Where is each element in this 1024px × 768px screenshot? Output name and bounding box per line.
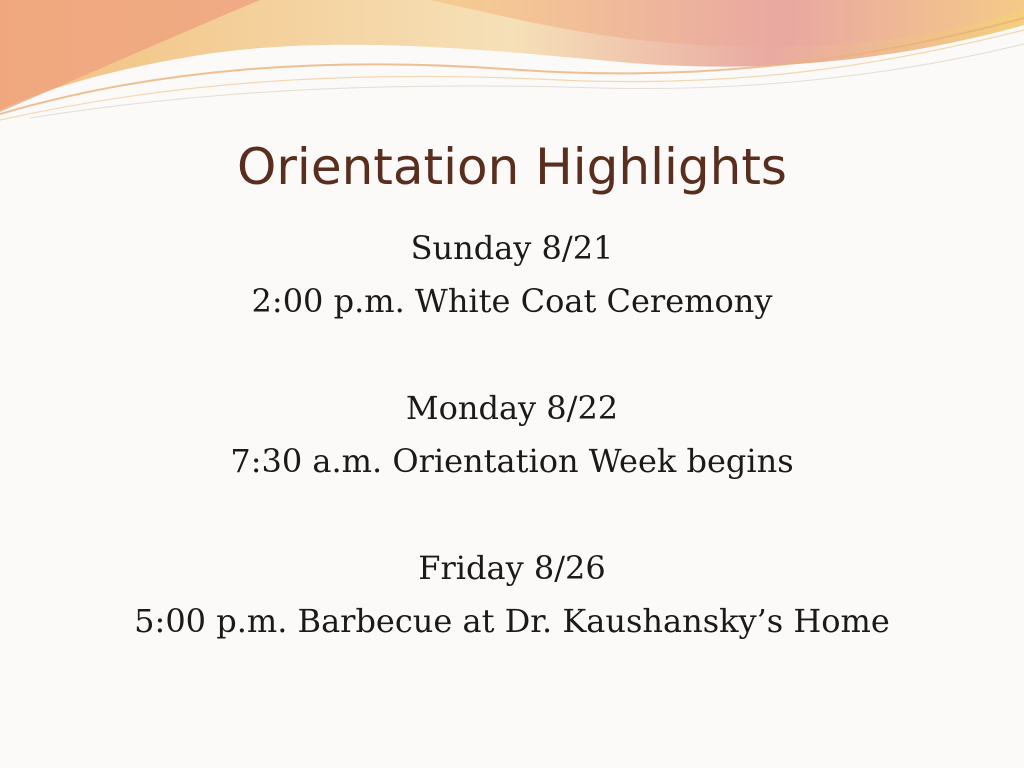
event-detail: 7:30 a.m. Orientation Week begins bbox=[230, 442, 794, 480]
event-detail: 2:00 p.m. White Coat Ceremony bbox=[251, 282, 773, 320]
event-item bbox=[0, 222, 1024, 328]
event-item bbox=[0, 382, 1024, 488]
event-detail: 5:00 p.m. Barbecue at Dr. Kaushansky’s Home bbox=[134, 602, 890, 640]
event-day: Monday 8/22 bbox=[405, 389, 619, 427]
event-day: Sunday 8/21 bbox=[410, 229, 614, 267]
event-item bbox=[0, 542, 1024, 648]
event-list bbox=[0, 222, 1024, 648]
event-day: Friday 8/26 bbox=[418, 549, 606, 587]
header-swoosh-decoration bbox=[0, 0, 1024, 130]
slide-title: Orientation Highlights bbox=[237, 138, 787, 196]
